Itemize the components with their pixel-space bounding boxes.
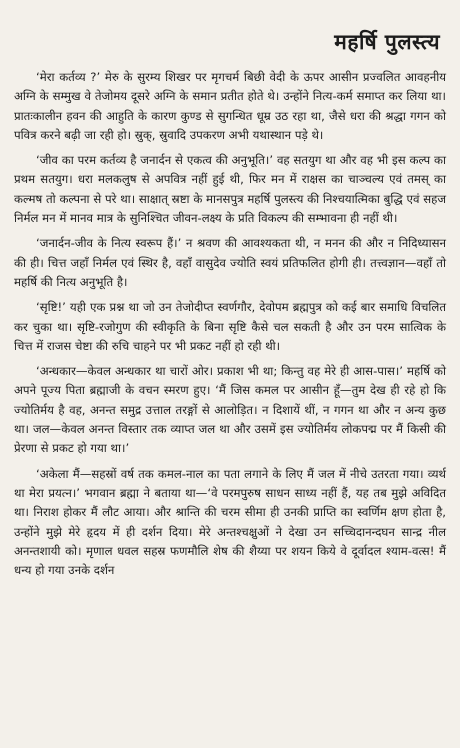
paragraph-4: ‘सृष्टि!’ यही एक प्रश्न था जो उन तेजोदीप्त स्वर्णगौर, देवोपम ब्रह्मपुत्र को कई बार समाधि विचलित कर चुका था। सृष्टि-रजोगुण की स्वीकृति के बिना सृष्टि कैसे चल सकती है और उन परम सात्विक के चित्त में राजस चेष्टा की रुचि चाहने पर भी प्रकट नहीं हो रही थी।: [14, 300, 446, 353]
chapter-title: महर्षि पुलस्त्य: [334, 30, 440, 54]
paragraph-6: ‘अकेला मैं—सहस्रों वर्ष तक कमल-नाल का पता लगाने के लिए मैं जल में नीचे उतरता गया। व्यर्थ था मेरा प्रयत्न।’ भगवान ब्रह्मा ने बताया था—‘वे परमपुरुष साधन साध्य नहीं हैं, यह तब मुझे अविदित था। निराश होकर मैं लौट आया। और श्रान्ति की चरम सीमा ही उनकी प्राप्ति का स्वर्णिम क्षण होता है, उन्होंने मुझे मेरे हृदय में ही दर्शन दिया। मेरे अन्तश्चक्षुओं ने देखा उन सच्चिदानन्दघन सान्द्र नील अनन्तशायी को। मृणाल धवल सहस्र फणमौलि शेष की शैय्या पर शयन किये वे दूर्वादल श्याम-वत्स! मैं धन्य हो गया उनके दर्शन: [14, 466, 446, 578]
paragraph-5: ‘अन्धकार—केवल अन्धकार था चारों ओर। प्रकाश भी था; किन्तु वह मेरे ही आस-पास।’ महर्षि को अपने पूज्य पिता ब्रह्माजी के वचन स्मरण हुए। ‘मैं जिस कमल पर आसीन हूँ—तुम देख ही रहे हो कि ज्योतिर्मय है वह, अनन्त समुद्र उत्ताल तरङ्गों से आलोड़ित। न दिशायें थीं, न गगन था और न अन्य कुछ था। जल—केवल अनन्त विस्तार तक व्याप्त जल था और उसमें इस ज्योतिर्मय लोकपद्म पर मैं किसी की प्रेरणा से प्रकट हो गया था।’: [14, 364, 446, 456]
paragraph-3: ‘जनार्दन-जीव के नित्य स्वरूप हैं।’ न श्रवण की आवश्यकता थी, न मनन की और न निदिध्यासन की ही। चित्त जहाँ निर्मल एवं स्थिर है, वहाँ वासुदेव ज्योति स्वयं प्रतिफलित होगी ही। तत्त्वज्ञान—वहाँ तो महर्षि की नित्य अनुभूति है।: [14, 236, 446, 289]
paragraph-2: ‘जीव का परम कर्तव्य है जनार्दन से एकत्व की अनुभूति।’ वह सतयुग था और वह भी इस कल्प का प्रथम सतयुग। धरा मलकलुष से अपवित्र नहीं हुई थी, फिर मन में राक्षस का चाञ्चल्य एवं तमस् का कल्मष तो कल्पना से परे था। साक्षात् स्रष्टा के मानसपुत्र महर्षि पुलस्त्य की निश्चयात्मिका बुद्धि एवं सहज निर्मल मन में मानव मात्र के सुनिश्चित जीवन-लक्ष्य के प्रति विकल्प की सम्भावना ही नहीं थी।: [14, 153, 446, 226]
paragraph-1: ‘मेरा कर्तव्य ?’ मेरु के सुरम्य शिखर पर मृगचर्म बिछी वेदी के ऊपर आसीन प्रज्वलित आवहनीय अग्नि के सम्मुख वे तेजोमय दूसरे अग्नि के समान प्रतीत होते थे। उन्होंने नित्य-कर्म समाप्त कर लिया था। प्रातःकालीन हवन की आहुति के कारण कुण्ड से सुगन्धित धूम्र उठ रहा था, जैसे धरा की श्रद्धा गगन को पवित्र करने बढ़ी जा रही हो। स्रुक्, स्रुवादि उपकरण अभी यथास्थान पड़े थे।: [14, 70, 446, 142]
